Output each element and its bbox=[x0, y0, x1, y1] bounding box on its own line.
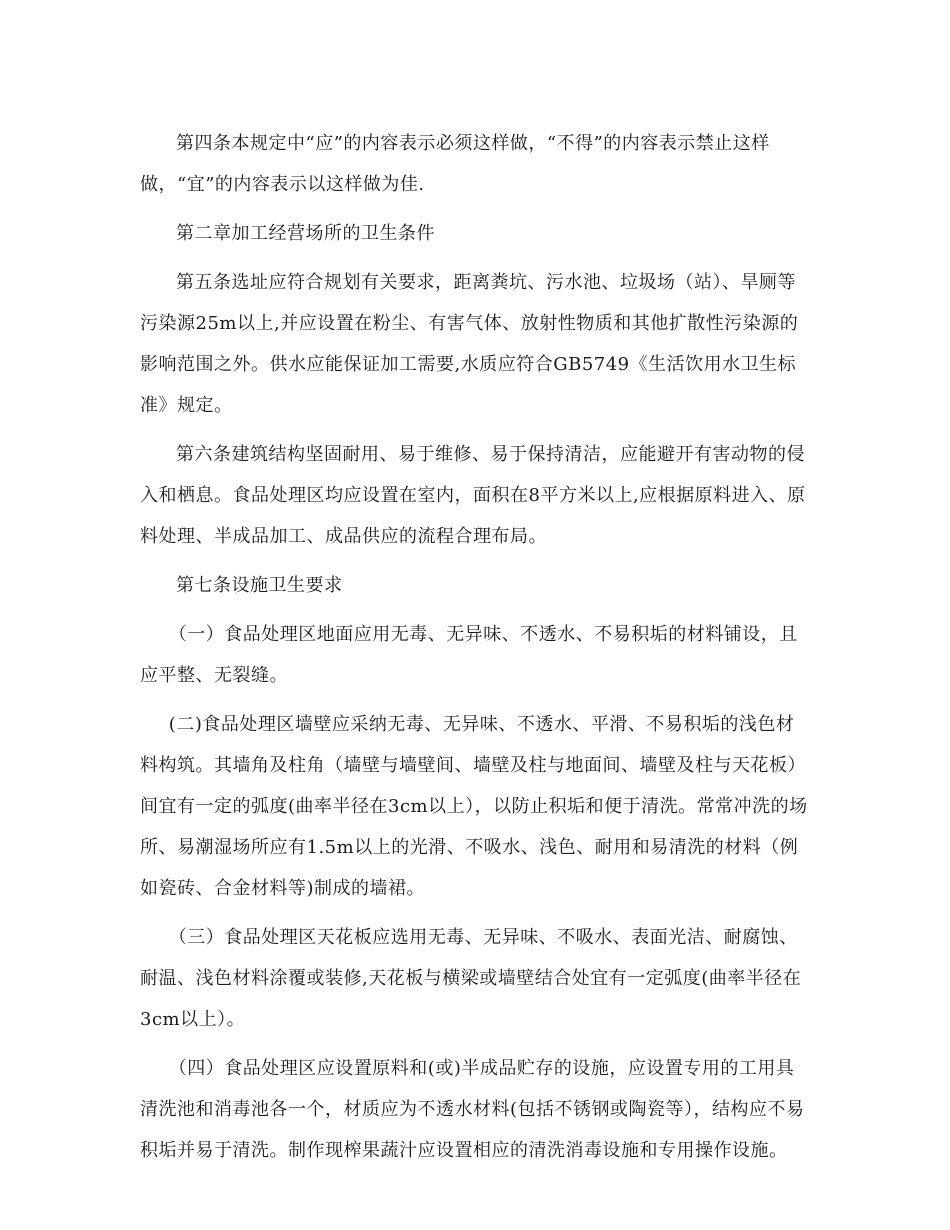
item-1-paragraph: （一）食品处理区地面应用无毒、无异味、不透水、不易积垢的材料铺设，且应平整、无裂缝。 bbox=[140, 624, 798, 686]
item-2-paragraph: (二)食品处理区墙壁应采纳无毒、无异味、不透水、平滑、不易积垢的浅色材料构筑。其墙角及柱角（墙壁与墙壁间、墙壁及柱与地面间、墙壁及柱与天花板）间宜有一定的弧度(曲率半径在3cm以上），以防止积垢和便于清洗。常常冲洗的场所、易潮湿场所应有1.5m以上的光滑、不吸水、浅色、耐用和易清洗的材料（例如瓷砖、合金材料等)制成的墙裙。 bbox=[140, 714, 808, 899]
article-6-paragraph: 第六条建筑结构坚固耐用、易于维修、易于保持清洁，应能避开有害动物的侵入和栖息。食品处理区均应设置在室内，面积在8平方米以上,应根据原料进入、原料处理、半成品加工、成品供应的流程合理布局。 bbox=[140, 444, 806, 547]
document-body bbox=[140, 123, 812, 1179]
article-4-paragraph: 第四条本规定中“应”的内容表示必须这样做，“不得”的内容表示禁止这样做，“宜”的内容表示以这样做为佳. bbox=[140, 133, 770, 195]
chapter-2-heading: 第二章加工经营场所的卫生条件 bbox=[176, 223, 435, 244]
article-5-paragraph: 第五条选址应符合规划有关要求，距离粪坑、污水池、垃圾场（站）、旱厕等污染源25m以上,并应设置在粉尘、有害气体、放射性物质和其他扩散性污染源的影响范围之外。供水应能保证加工需要,水质应符合GB5749《生活饮用水卫生标准》规定。 bbox=[140, 272, 799, 416]
article-7-heading: 第七条设施卫生要求 bbox=[176, 575, 343, 596]
item-3-paragraph: （三）食品处理区天花板应选用无毒、无异味、不吸水、表面光洁、耐腐蚀、耐温、浅色材料涂覆或装修,天花板与横梁或墙壁结合处宜有一定弧度(曲率半径在3cm以上）。 bbox=[140, 927, 802, 1030]
item-4-paragraph: （四）食品处理区应设置原料和(或)半成品贮存的设施，应设置专用的工用具清洗池和消毒池各一个，材质应为不透水材料(包括不锈钢或陶瓷等），结构应不易积垢并易于清洗。制作现榨果蔬汁应设置相应的清洗消毒设施和专用操作设施。 bbox=[140, 1058, 805, 1161]
